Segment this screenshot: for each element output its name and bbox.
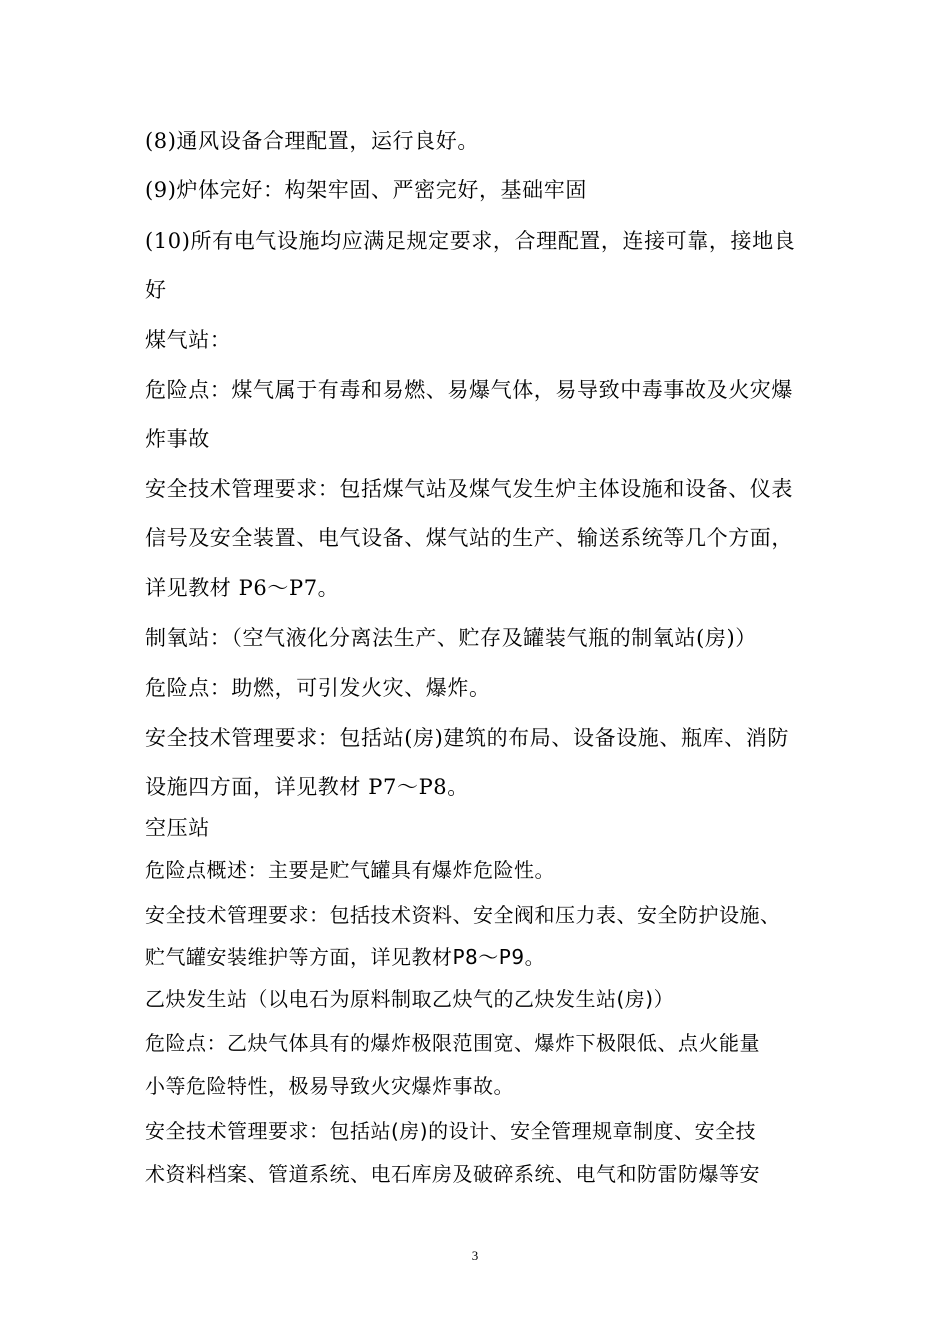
text-line-acetylene-danger-2: 小等危险特性，极易导致火灾爆炸事故。 — [145, 1074, 514, 1098]
section-heading-gas-station: 煤气站： — [145, 328, 232, 352]
text-line-item-8: (8)通风设备合理配置，运行良好。 — [145, 129, 479, 153]
text-line-air-danger: 危险点概述：主要是贮气罐具有爆炸危险性。 — [145, 858, 555, 882]
text-line-item-10: (10)所有电气设施均应满足规定要求，合理配置，连接可靠，接地良 — [145, 229, 796, 253]
text-line-oxygen-safety: 安全技术管理要求：包括站(房)建筑的布局、设备设施、瓶库、消防 — [145, 726, 789, 750]
text-line-air-safety-2: 贮气罐安装维护等方面，详见教材P8～P9。 — [145, 945, 546, 969]
section-heading-oxygen-station: 制氧站：（空气液化分离法生产、贮存及罐装气瓶的制氧站(房)） — [145, 626, 757, 650]
text-line-gas-safety: 安全技术管理要求：包括煤气站及煤气发生炉主体设施和设备、仪表 — [145, 477, 793, 501]
text-line-acetylene-safety-2: 术资料档案、管道系统、电石库房及破碎系统、电气和防雷防爆等安 — [145, 1162, 760, 1186]
text-line-acetylene-safety: 安全技术管理要求：包括站(房)的设计、安全管理规章制度、安全技 — [145, 1119, 757, 1143]
text-line-oxygen-safety-2: 设施四方面，详见教材 P7～P8。 — [145, 775, 469, 799]
text-line-gas-safety-3: 详见教材 P6～P7。 — [145, 576, 340, 600]
text-line-gas-danger-continued: 炸事故 — [145, 427, 210, 451]
text-line-acetylene-danger: 危险点：乙炔气体具有的爆炸极限范围宽、爆炸下极限低、点火能量 — [145, 1031, 760, 1055]
text-line-gas-safety-2: 信号及安全装置、电气设备、煤气站的生产、输送系统等几个方面， — [145, 526, 793, 550]
text-line-oxygen-danger: 危险点：助燃，可引发火灾、爆炸。 — [145, 676, 491, 700]
page-number: 3 — [471, 1248, 479, 1263]
section-heading-air-compressor: 空压站 — [145, 816, 210, 840]
text-line-item-10-continued: 好 — [145, 278, 167, 302]
text-line-gas-danger: 危险点：煤气属于有毒和易燃、易爆气体，易导致中毒事故及火灾爆 — [145, 378, 793, 402]
text-line-item-9: (9)炉体完好：构架牢固、严密完好，基础牢固 — [145, 178, 587, 202]
text-line-air-safety: 安全技术管理要求：包括技术资料、安全阀和压力表、安全防护设施、 — [145, 903, 781, 927]
section-heading-acetylene-station: 乙炔发生站（以电石为原料制取乙炔气的乙炔发生站(房)） — [145, 987, 675, 1011]
